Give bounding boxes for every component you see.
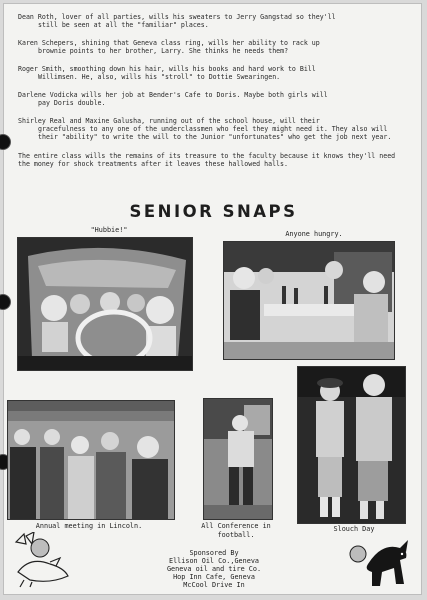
photo-caption: Slouch Day (333, 525, 375, 533)
will-paragraph (18, 13, 410, 29)
photo-car (17, 237, 193, 371)
photo-caption: All Conference in football. (201, 522, 271, 539)
will-text: Dean Roth, lover of all parties, wills his sweaters to Jerry Gangstad so they'll (18, 13, 336, 21)
photo-caption: "Hubbie!" (90, 226, 128, 234)
binder-hole (0, 134, 11, 150)
will-text: Willimsen. He, also, wills his "stroll" to Dottie Swearingen. (38, 73, 281, 82)
photo-caption: Annual meeting in Lincoln. (35, 522, 143, 530)
will-text: pay Doris double. (38, 99, 106, 108)
will-paragraph (18, 39, 410, 55)
dog-cartoon-illustration (342, 534, 414, 590)
sponsor-block (114, 549, 314, 589)
will-paragraph (18, 91, 410, 107)
will-text: gracefulness to any one of the underclassmen who feel they might need it. They also will their "ability" to write the will to the Junior "unfortunates" who get the job next year. (38, 125, 392, 142)
will-paragraph (18, 117, 410, 142)
will-text: The entire class wills the remains of its treasure to the faculty because it knows they'll need the money for shock treatments after it leaves these hallowed halls. (18, 152, 396, 169)
sponsor-line: Geneva oil and tire Co. (166, 565, 262, 573)
bird-cartoon-illustration (10, 532, 72, 588)
photo-slouch-day (297, 366, 406, 524)
sponsor-header: Sponsored By (189, 549, 239, 557)
will-paragraph (18, 65, 410, 81)
photo-football (203, 398, 273, 520)
photo-lincoln (7, 400, 175, 520)
photo-caption: Anyone hungry. (285, 230, 343, 238)
will-text: Shirley Real and Maxine Galusha, running out of the school house, will their (18, 117, 320, 125)
will-text: Karen Schepers, shining that Geneva class ring, wills her ability to rack up (18, 39, 320, 47)
binder-hole (0, 294, 11, 310)
yearbook-page (3, 3, 422, 595)
will-text: still be seen at all the "familiar" places. (38, 21, 209, 30)
sponsor-line: McCool Drive In (183, 581, 245, 589)
sponsor-line: Hop Inn Cafe, Geneva (173, 573, 255, 581)
section-title: SENIOR SNAPS (129, 202, 298, 221)
photo-cafe (223, 241, 395, 360)
will-paragraph (18, 152, 410, 168)
will-text: Roger Smith, smoothing down his hair, wills his books and hard work to Bill (18, 65, 316, 73)
will-text: brownie points to her brother, Larry. She thinks he needs them? (38, 47, 289, 56)
sponsor-line: Ellison Oil Co.,Geneva (168, 557, 260, 565)
will-text: Darlene Vodicka wills her job at Bender's Cafe to Doris. Maybe both girls will (18, 91, 328, 99)
